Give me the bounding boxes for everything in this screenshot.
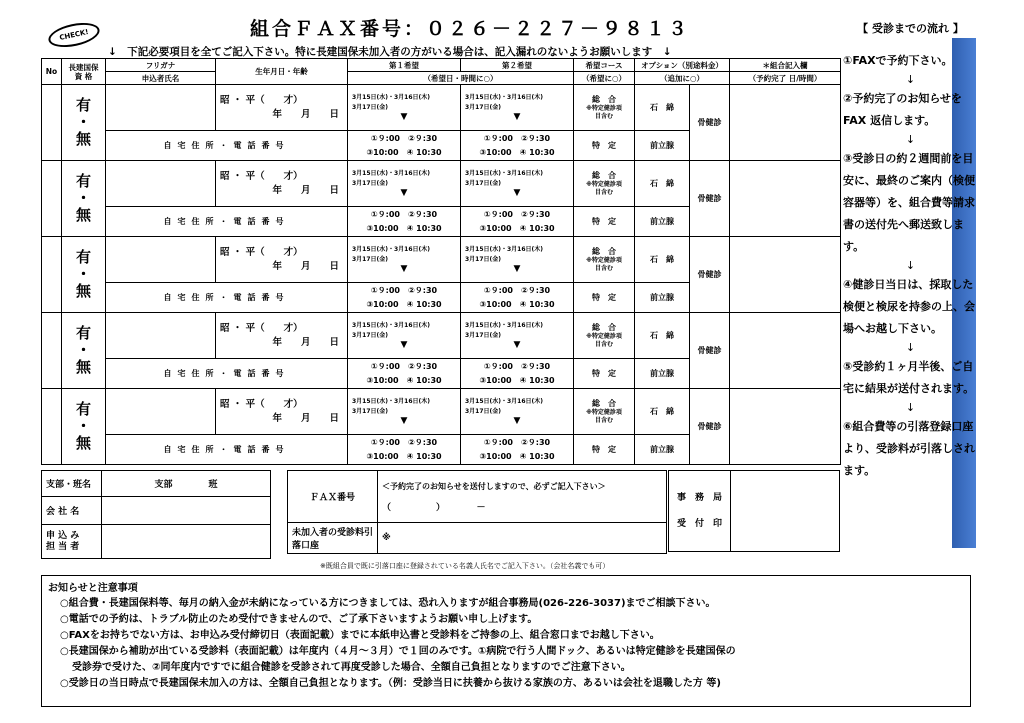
no-option[interactable]: 無 [75, 206, 91, 224]
down-arrow-icon: ▼ [400, 264, 408, 274]
flow-step: ②予約完了のお知らせを FAX 返信します。 [843, 92, 962, 127]
era-age-field[interactable]: 昭 ・ 平（ 才） [220, 170, 303, 182]
no-option[interactable]: 無 [75, 358, 91, 376]
union-entry-cell [730, 313, 841, 389]
note-line: 受診券で受けた、②同年度内ですでに組合健診を受診されて再度受診した場合、全額自己負担となりますのでご注意下さい。 [72, 662, 631, 673]
first-choice-time-cell[interactable] [348, 207, 461, 237]
first-choice-time-cell[interactable] [348, 359, 461, 389]
course-total-label[interactable]: 総 合 [592, 171, 616, 180]
birth-cell[interactable] [216, 161, 348, 207]
dot-separator: ・ [75, 417, 91, 435]
birthdate-field[interactable]: 年 月 日 [272, 260, 339, 272]
time-option[interactable]: ③10:00 ④ 10:30 [366, 375, 442, 385]
date-option[interactable]: 3月15日(水)・3月16日(木) [352, 94, 431, 101]
option-bone[interactable]: 骨健診 [690, 161, 730, 237]
date-option[interactable]: 3月17日(金) [352, 180, 389, 187]
second-choice-date-cell[interactable] [461, 389, 574, 435]
down-arrow-icon: ↓ [905, 73, 916, 86]
time-option[interactable]: ①９:00 ②９:30 [483, 285, 551, 295]
first-choice-date-cell[interactable] [348, 161, 461, 207]
down-arrow-icon: ▼ [513, 188, 521, 198]
date-option[interactable]: 3月15日(水)・3月16日(木) [465, 398, 544, 405]
note-line: ○長建国保から補助が出ている受診料（表面記載）は年度内（４月～３月）で１回のみです。①病院で行う人間ドック、あるいは特定健診を長建国保の [60, 646, 736, 657]
date-option[interactable]: 3月15日(水)・3月16日(木) [352, 246, 431, 253]
time-option[interactable]: ①９:00 ②９:30 [483, 361, 551, 371]
flow-panel [843, 20, 978, 482]
option-asbestos[interactable]: 石 綿 [635, 313, 690, 359]
check-stamp-icon: CHECK! [46, 19, 101, 51]
date-option[interactable]: 3月17日(金) [465, 180, 502, 187]
time-option[interactable]: ①９:00 ②９:30 [483, 209, 551, 219]
header-applicant: 申込者氏名 [106, 72, 216, 85]
course-total-label[interactable]: 総 合 [592, 95, 616, 104]
date-option[interactable]: 3月17日(金) [465, 408, 502, 415]
notes-box [41, 575, 971, 707]
time-option[interactable]: ①９:00 ②９:30 [370, 133, 438, 143]
flow-step: ④健診日当日は、採取した検便と検尿を持参の上、会場へお越し下さい。 [843, 278, 975, 335]
era-age-field[interactable]: 昭 ・ 平（ 才） [220, 322, 303, 334]
office-label-line: 受 付 印 [676, 519, 722, 529]
course-total-label[interactable]: 総 合 [592, 323, 616, 332]
header-birth: 生年月日・年齢 [216, 59, 348, 85]
flow-step: ⑤受診約１ヶ月半後、ご自宅に結果が送付されます。 [843, 360, 975, 395]
time-option[interactable]: ③10:00 ④ 10:30 [479, 299, 555, 309]
option-prostate[interactable]: 前立腺 [635, 283, 690, 313]
time-option[interactable]: ③10:00 ④ 10:30 [479, 451, 555, 461]
row-number-cell[interactable] [42, 85, 62, 161]
note-line: ○受診日の当日時点で長建国保未加入の方は、全額自己負担となります。（例：受診当日に扶養から抜ける家族の方、あるいは会社を退職した方 等) [60, 678, 721, 689]
yes-option[interactable]: 有 [75, 248, 91, 266]
header-union-sub: （予約完了 日/時間） [730, 72, 841, 85]
union-entry-cell [730, 237, 841, 313]
name-input-cell[interactable] [106, 161, 216, 207]
course-note: ※特定健診項 [586, 105, 622, 112]
course-specific-option[interactable]: 特 定 [574, 207, 635, 237]
time-option[interactable]: ③10:00 ④ 10:30 [366, 299, 442, 309]
course-total-option[interactable] [574, 237, 635, 283]
note-line: ○FAXをお持ちでない方は、お申込み受付締切日（表面記載）までに本紙申込書と受診料をご持参の上、組合窓口までお越し下さい。 [60, 630, 660, 641]
time-option[interactable]: ③10:00 ④ 10:30 [479, 147, 555, 157]
fax-label: ＦＡＸ番号 [288, 471, 378, 523]
second-choice-date-cell[interactable] [461, 313, 574, 359]
first-choice-date-cell[interactable] [348, 389, 461, 435]
yes-option[interactable]: 有 [75, 96, 91, 114]
course-note: 目含む [594, 265, 613, 272]
fax-number-field[interactable] [378, 471, 667, 523]
down-arrow-icon: ↓ [905, 259, 916, 272]
option-asbestos[interactable]: 石 綿 [635, 85, 690, 131]
down-arrow-icon: ▼ [400, 112, 408, 122]
person-field[interactable] [102, 525, 271, 559]
yes-option[interactable]: 有 [75, 324, 91, 342]
deduct-label: 未加入者の受診料引落口座 [288, 523, 378, 554]
instruction-text: ↓ 下記必要項目を全てご記入下さい。特に長建国保未加入者の方がいる場合は、記入漏れのないようお願いします ↓ [108, 46, 672, 58]
no-option[interactable]: 無 [75, 130, 91, 148]
second-choice-date-cell[interactable] [461, 85, 574, 131]
yes-option[interactable]: 有 [75, 172, 91, 190]
option-bone[interactable]: 骨健診 [690, 389, 730, 465]
name-input-cell[interactable] [106, 237, 216, 283]
second-choice-date-cell[interactable] [461, 237, 574, 283]
option-prostate[interactable]: 前立腺 [635, 359, 690, 389]
second-choice-date-cell[interactable] [461, 161, 574, 207]
dot-separator: ・ [75, 189, 91, 207]
course-note: 目含む [594, 417, 613, 424]
header-option-sub: （追加に○） [635, 72, 730, 85]
down-arrow-icon: ↓ [905, 341, 916, 354]
footnote: ※既組合員で既に引落口座に登録されている名義人氏名でご記入下さい。（会社名義でも可） [320, 562, 610, 570]
course-note: 目含む [594, 113, 613, 120]
time-option[interactable]: ③10:00 ④ 10:30 [479, 375, 555, 385]
no-option[interactable]: 無 [75, 434, 91, 452]
first-choice-date-cell[interactable] [348, 237, 461, 283]
kokuho-status-cell[interactable] [62, 313, 106, 389]
time-option[interactable]: ③10:00 ④ 10:30 [479, 223, 555, 233]
course-specific-option[interactable]: 特 定 [574, 283, 635, 313]
era-age-field[interactable]: 昭 ・ 平（ 才） [220, 398, 303, 410]
date-option[interactable]: 3月15日(水)・3月16日(木) [465, 246, 544, 253]
second-choice-time-cell[interactable] [461, 359, 574, 389]
down-arrow-icon: ▼ [513, 340, 521, 350]
era-age-field[interactable]: 昭 ・ 平（ 才） [220, 94, 303, 106]
header-option: オプション（別途料金） [635, 59, 730, 72]
course-total-label[interactable]: 総 合 [592, 247, 616, 256]
down-arrow-icon: ▼ [513, 264, 521, 274]
fax-note: ＜予約完了のお知らせを送付しますので、必ずご記入下さい＞ [382, 481, 606, 491]
union-entry-cell [730, 161, 841, 237]
address-phone-field[interactable]: 自宅住所・電話番号 [106, 283, 348, 313]
birth-cell[interactable] [216, 237, 348, 283]
company-label: 会 社 名 [42, 497, 102, 525]
row-number-cell[interactable] [42, 237, 62, 313]
option-asbestos[interactable]: 石 綿 [635, 237, 690, 283]
header-kokuho: 長建国保 資 格 [62, 59, 106, 85]
application-table [41, 58, 841, 465]
down-arrow-icon: ▼ [513, 112, 521, 122]
birth-cell[interactable] [216, 313, 348, 359]
down-arrow-icon: ▼ [400, 340, 408, 350]
option-asbestos[interactable]: 石 綿 [635, 161, 690, 207]
no-option[interactable]: 無 [75, 282, 91, 300]
course-note: 目含む [594, 189, 613, 196]
course-specific-option[interactable]: 特 定 [574, 359, 635, 389]
time-option[interactable]: ①９:00 ②９:30 [370, 285, 438, 295]
birth-cell[interactable] [216, 85, 348, 131]
flow-header: 【 受診までの流れ 】 [857, 22, 964, 35]
page-title: 組合ＦＡＸ番号：０２６－２２７－９８１３ [250, 18, 691, 40]
date-option[interactable]: 3月17日(金) [465, 332, 502, 339]
person-label: 申 込 み 担 当 者 [42, 525, 102, 559]
era-age-field[interactable]: 昭 ・ 平（ 才） [220, 246, 303, 258]
birth-cell[interactable] [216, 389, 348, 435]
time-option[interactable]: ③10:00 ④ 10:30 [366, 223, 442, 233]
row-number-cell[interactable] [42, 389, 62, 465]
second-choice-time-cell[interactable] [461, 283, 574, 313]
option-prostate[interactable]: 前立腺 [635, 207, 690, 237]
option-bone[interactable]: 骨健診 [690, 85, 730, 161]
address-phone-field[interactable]: 自宅住所・電話番号 [106, 435, 348, 465]
deduct-field[interactable]: ※ [378, 523, 667, 554]
header-second: 第２希望 [461, 59, 574, 72]
first-choice-date-cell[interactable] [348, 85, 461, 131]
office-label [669, 471, 731, 552]
office-label-line: 事 務 局 [676, 493, 722, 503]
down-arrow-icon: ▼ [513, 416, 521, 426]
union-entry-cell [730, 85, 841, 161]
flow-step: ⑥組合費等の引落登録口座より、受診料が引落しされます。 [843, 420, 975, 477]
course-note: ※特定健診項 [586, 257, 622, 264]
birthdate-field[interactable]: 年 月 日 [272, 108, 339, 120]
option-prostate[interactable]: 前立腺 [635, 131, 690, 161]
header-furigana: フリガナ [106, 59, 216, 72]
dot-separator: ・ [75, 265, 91, 283]
course-total-option[interactable] [574, 389, 635, 435]
date-option[interactable]: 3月17日(金) [465, 104, 502, 111]
notes-title: お知らせと注意事項 [48, 583, 138, 594]
note-line: ○組合費・長建国保料等、毎月の納入金が未納になっている方につきましては、恐れ入りますが組合事務局(026-226-3037)までご相談下さい。 [60, 598, 716, 609]
down-arrow-icon: ↓ [905, 133, 916, 146]
dot-separator: ・ [75, 113, 91, 131]
second-choice-time-cell[interactable] [461, 207, 574, 237]
first-choice-time-cell[interactable] [348, 435, 461, 465]
option-bone[interactable]: 骨健診 [690, 313, 730, 389]
name-input-cell[interactable] [106, 313, 216, 359]
office-stamp-field [731, 471, 840, 552]
date-option[interactable]: 3月17日(金) [465, 256, 502, 263]
course-specific-option[interactable]: 特 定 [574, 435, 635, 465]
option-asbestos[interactable]: 石 綿 [635, 389, 690, 435]
company-field[interactable] [102, 497, 271, 525]
header-course-sub: （希望に○） [574, 72, 635, 85]
course-total-option[interactable] [574, 85, 635, 131]
date-option[interactable]: 3月17日(金) [352, 104, 389, 111]
flow-step: ①FAXで予約下さい。 [843, 54, 953, 67]
birthdate-field[interactable]: 年 月 日 [272, 336, 339, 348]
down-arrow-icon: ▼ [400, 188, 408, 198]
down-arrow-icon: ↓ [905, 401, 916, 414]
date-option[interactable]: 3月15日(水)・3月16日(木) [352, 322, 431, 329]
name-input-cell[interactable] [106, 85, 216, 131]
course-total-option[interactable] [574, 161, 635, 207]
date-option[interactable]: 3月17日(金) [352, 408, 389, 415]
row-number-cell[interactable] [42, 161, 62, 237]
branch-field[interactable]: 支部 班 [102, 471, 271, 497]
birthdate-field[interactable]: 年 月 日 [272, 412, 339, 424]
time-option[interactable]: ①９:00 ②９:30 [370, 437, 438, 447]
dot-separator: ・ [75, 341, 91, 359]
option-bone[interactable]: 骨健診 [690, 237, 730, 313]
note-line: ○電話での予約は、トラブル防止のため受付できませんので、ご了承下さいますようお願い申し上げます。 [60, 614, 538, 625]
course-note: 目含む [594, 341, 613, 348]
first-choice-date-cell[interactable] [348, 313, 461, 359]
kokuho-status-cell[interactable] [62, 161, 106, 237]
flow-step: ③受診日の約２週間前を目安に、最終のご案内（検便容器等）を、組合費等請求書の送付先へ郵送致します。 [843, 152, 975, 253]
option-prostate[interactable]: 前立腺 [635, 435, 690, 465]
header-no: No [42, 59, 62, 85]
course-note: ※特定健診項 [586, 409, 622, 416]
header-union: ＊組合記入欄 [730, 59, 841, 72]
header-course: 希望コース [574, 59, 635, 72]
birthdate-field[interactable]: 年 月 日 [272, 184, 339, 196]
date-option[interactable]: 3月15日(水)・3月16日(木) [352, 398, 431, 405]
time-option[interactable]: ①９:00 ②９:30 [483, 133, 551, 143]
header-first: 第１希望 [348, 59, 461, 72]
time-option[interactable]: ①９:00 ②９:30 [483, 437, 551, 447]
fax-info-table [287, 470, 667, 554]
course-total-option[interactable] [574, 313, 635, 359]
course-note: ※特定健診項 [586, 333, 622, 340]
course-note: ※特定健診項 [586, 181, 622, 188]
second-choice-time-cell[interactable] [461, 435, 574, 465]
first-choice-time-cell[interactable] [348, 131, 461, 161]
date-option[interactable]: 3月15日(水)・3月16日(木) [465, 94, 544, 101]
course-specific-option[interactable]: 特 定 [574, 131, 635, 161]
address-phone-field[interactable]: 自宅住所・電話番号 [106, 131, 348, 161]
time-option[interactable]: ③10:00 ④ 10:30 [366, 451, 442, 461]
fax-paren[interactable]: （ ） － [382, 502, 486, 513]
time-option[interactable]: ①９:00 ②９:30 [370, 361, 438, 371]
kokuho-status-cell[interactable] [62, 389, 106, 465]
branch-info-table [41, 470, 271, 559]
course-total-label[interactable]: 総 合 [592, 399, 616, 408]
header-hope-time: （希望日・時間に○） [348, 72, 574, 85]
date-option[interactable]: 3月15日(水)・3月16日(木) [465, 322, 544, 329]
first-choice-time-cell[interactable] [348, 283, 461, 313]
date-option[interactable]: 3月15日(水)・3月16日(木) [465, 170, 544, 177]
name-input-cell[interactable] [106, 389, 216, 435]
yes-option[interactable]: 有 [75, 400, 91, 418]
kokuho-status-cell[interactable] [62, 85, 106, 161]
date-option[interactable]: 3月15日(水)・3月16日(木) [352, 170, 431, 177]
union-entry-cell [730, 389, 841, 465]
branch-label: 支部・班名 [42, 471, 102, 497]
row-number-cell[interactable] [42, 313, 62, 389]
date-option[interactable]: 3月17日(金) [352, 332, 389, 339]
office-stamp-table [668, 470, 840, 552]
down-arrow-icon: ▼ [400, 416, 408, 426]
date-option[interactable]: 3月17日(金) [352, 256, 389, 263]
second-choice-time-cell[interactable] [461, 131, 574, 161]
time-option[interactable]: ③10:00 ④ 10:30 [366, 147, 442, 157]
time-option[interactable]: ①９:00 ②９:30 [370, 209, 438, 219]
address-phone-field[interactable]: 自宅住所・電話番号 [106, 207, 348, 237]
address-phone-field[interactable]: 自宅住所・電話番号 [106, 359, 348, 389]
kokuho-status-cell[interactable] [62, 237, 106, 313]
